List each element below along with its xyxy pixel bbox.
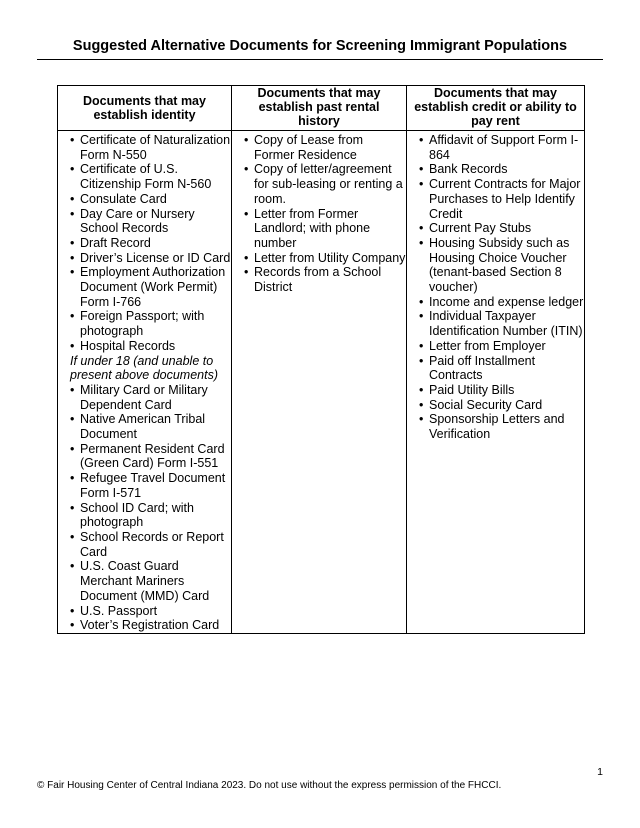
list-item: • Letter from Former Landlord; with phone number — [244, 207, 406, 251]
list-item: • Individual Taxpayer Identification Number (ITIN) — [419, 309, 584, 338]
title-rule — [37, 59, 603, 60]
header-credit: Documents that may establish credit or ability to pay rent — [407, 86, 585, 131]
list-item: • Current Contracts for Major Purchases to Help Identify Credit — [419, 177, 584, 221]
list-item: • Foreign Passport; with photograph — [70, 309, 231, 338]
list-item: • U.S. Coast Guard Merchant Mariners Document (MMD) Card — [70, 559, 231, 603]
list-item: • Certificate of U.S. Citizenship Form N-560 — [70, 162, 231, 191]
list-item: • Paid off Installment Contracts — [419, 354, 584, 383]
list-item: • Social Security Card — [419, 398, 584, 413]
list-item: • Hospital Records — [70, 339, 231, 354]
list-item: • Employment Authorization Document (Work Permit) Form I-766 — [70, 265, 231, 309]
list-item: • Housing Subsidy such as Housing Choice Voucher (tenant-based Section 8 voucher) — [419, 236, 584, 295]
list-item: • Current Pay Stubs — [419, 221, 584, 236]
list-item: • Letter from Employer — [419, 339, 584, 354]
table-body-row — [58, 131, 585, 634]
list-item: • Driver’s License or ID Card — [70, 251, 231, 266]
list-item: • Records from a School District — [244, 265, 406, 294]
list-item: • Income and expense ledger — [419, 295, 584, 310]
list-item: • Native American Tribal Document — [70, 412, 231, 441]
list-note: If under 18 (and unable to present above documents) — [70, 353, 219, 383]
list-item: • Copy of Lease from Former Residence — [244, 133, 406, 162]
list-item: • Copy of letter/agreement for sub-leasing or renting a room. — [244, 162, 406, 206]
list-item: • Refugee Travel Document Form I-571 — [70, 471, 231, 500]
list-item: • Bank Records — [419, 162, 584, 177]
credit-list — [419, 133, 584, 442]
list-item: • Letter from Utility Company — [244, 251, 406, 266]
list-item: • School Records or Report Card — [70, 530, 231, 559]
identity-cell — [58, 131, 232, 634]
list-item: • Paid Utility Bills — [419, 383, 584, 398]
list-item: • School ID Card; with photograph — [70, 501, 231, 530]
list-item: • Permanent Resident Card (Green Card) Form I-551 — [70, 442, 231, 471]
rental-history-list — [244, 133, 406, 295]
list-item: • Sponsorship Letters and Verification — [419, 412, 584, 441]
list-item: • U.S. Passport — [70, 604, 231, 619]
page-title: Suggested Alternative Documents for Screening Immigrant Populations — [72, 38, 568, 54]
list-item: • Consulate Card — [70, 192, 231, 207]
list-item: • Day Care or Nursery School Records — [70, 207, 231, 236]
copyright-footer: © Fair Housing Center of Central Indiana 2023. Do not use without the express permission of the FHCCI. — [37, 780, 502, 791]
list-item: • Certificate of Naturalization Form N-550 — [70, 133, 231, 162]
list-item: • Voter’s Registration Card — [70, 618, 231, 633]
list-item: • Military Card or Military Dependent Card — [70, 383, 231, 412]
list-item: • Affidavit of Support Form I-864 — [419, 133, 584, 162]
table-header-row — [58, 86, 585, 131]
page-number: 1 — [597, 766, 603, 778]
header-identity: Documents that may establish identity — [58, 86, 232, 131]
identity-list — [70, 133, 231, 633]
list-item: • Draft Record — [70, 236, 231, 251]
credit-cell — [407, 131, 585, 634]
rental-history-cell — [232, 131, 407, 634]
header-rental-history: Documents that may establish past rental history — [232, 86, 407, 131]
documents-table — [57, 85, 585, 634]
